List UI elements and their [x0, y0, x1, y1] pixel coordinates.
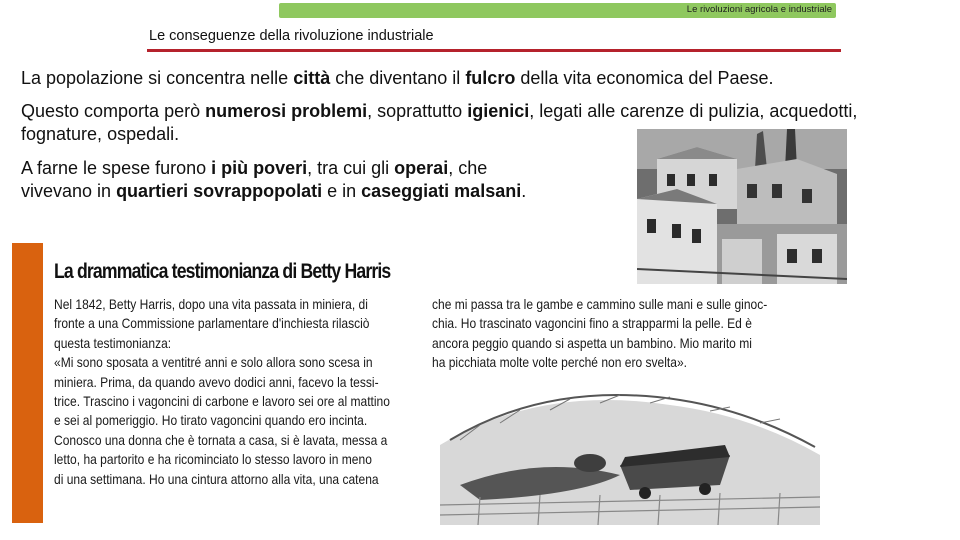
paragraph-problems: Questo comporta però numerosi problemi, soprattutto igienici, legati alle carenze di pulizia, acquedotti, fognature, ospedali.	[21, 101, 858, 144]
excerpt-line: ancora peggio quando si aspetta un bambino. Mio marito mi	[432, 334, 752, 351]
excerpt-line: miniera. Prima, da quando avevo dodici anni, facevo la tessi-	[54, 373, 379, 390]
excerpt-line: di una settimana. Ho una cintura attorno alla vita, una catena	[54, 470, 379, 487]
emphasis-fulcrum: fulcro	[465, 68, 516, 88]
excerpt-line: «Mi sono sposata a ventitré anni e solo allora sono scesa in	[54, 354, 373, 371]
paragraph-cities: La popolazione si concentra nelle città che diventano il fulcro della vita economica del Paese.	[21, 68, 774, 88]
title-underline	[147, 49, 841, 52]
excerpt-line: che mi passa tra le gambe e cammino sulle mani e sulle ginoc-	[432, 296, 768, 312]
excerpt-accent-bar	[12, 243, 43, 523]
emphasis-poorest: i più poveri	[211, 158, 308, 178]
excerpt-line: trice. Trascino i vagoncini di carbone e lavoro sei ore al mattino	[54, 393, 390, 410]
excerpt-title: La drammatica testimonianza di Betty Harris	[54, 260, 391, 283]
emphasis-hygiene: igienici	[467, 101, 530, 121]
excerpt-line: Nel 1842, Betty Harris, dopo una vita passata in miniera, di	[54, 296, 368, 312]
paragraph-poor: A farne le spese furono i più poveri, tra cui gli operai, che vivevano in quartieri sovrappopolati e in caseggiati malsani.	[21, 158, 527, 201]
excerpt-line: ha picchiata molte volte perché non ero svelta».	[432, 354, 688, 371]
emphasis-workers: operai	[394, 158, 449, 178]
excerpt-line: questa testimonianza:	[54, 334, 172, 351]
excerpt-line: letto, ha partorito e ha ricominciato lo stesso lavoro in meno	[54, 451, 372, 468]
excerpt-line: fronte a una Commissione parlamentare d'inchiesta rilasciò	[54, 315, 370, 332]
city-engraving-image	[637, 129, 847, 284]
emphasis-unhealthy: caseggiati malsani	[361, 181, 522, 201]
emphasis-cities: città	[293, 68, 331, 88]
mine-illustration-image	[420, 385, 840, 535]
excerpt-line: chia. Ho trascinato vagoncini fino a strapparmi la pelle. Ed è	[432, 315, 752, 332]
course-header-bar	[279, 3, 836, 18]
course-label: Le rivoluzioni agricola e industriale	[686, 4, 832, 15]
excerpt-right-column	[432, 295, 793, 373]
excerpt-line: e sei al pomeriggio. Ho tirato vagoncini quando ero incinta.	[54, 412, 368, 429]
textbook-excerpt	[12, 243, 416, 523]
excerpt-line: Conosco una donna che è tornata a casa, si è lavata, messa a	[54, 431, 388, 448]
section-title: Le conseguenze della rivoluzione industriale	[149, 28, 434, 44]
emphasis-problems: numerosi problemi	[205, 101, 368, 121]
emphasis-overcrowded: quartieri sovrappopolati	[116, 181, 323, 201]
excerpt-left-column	[54, 295, 415, 489]
